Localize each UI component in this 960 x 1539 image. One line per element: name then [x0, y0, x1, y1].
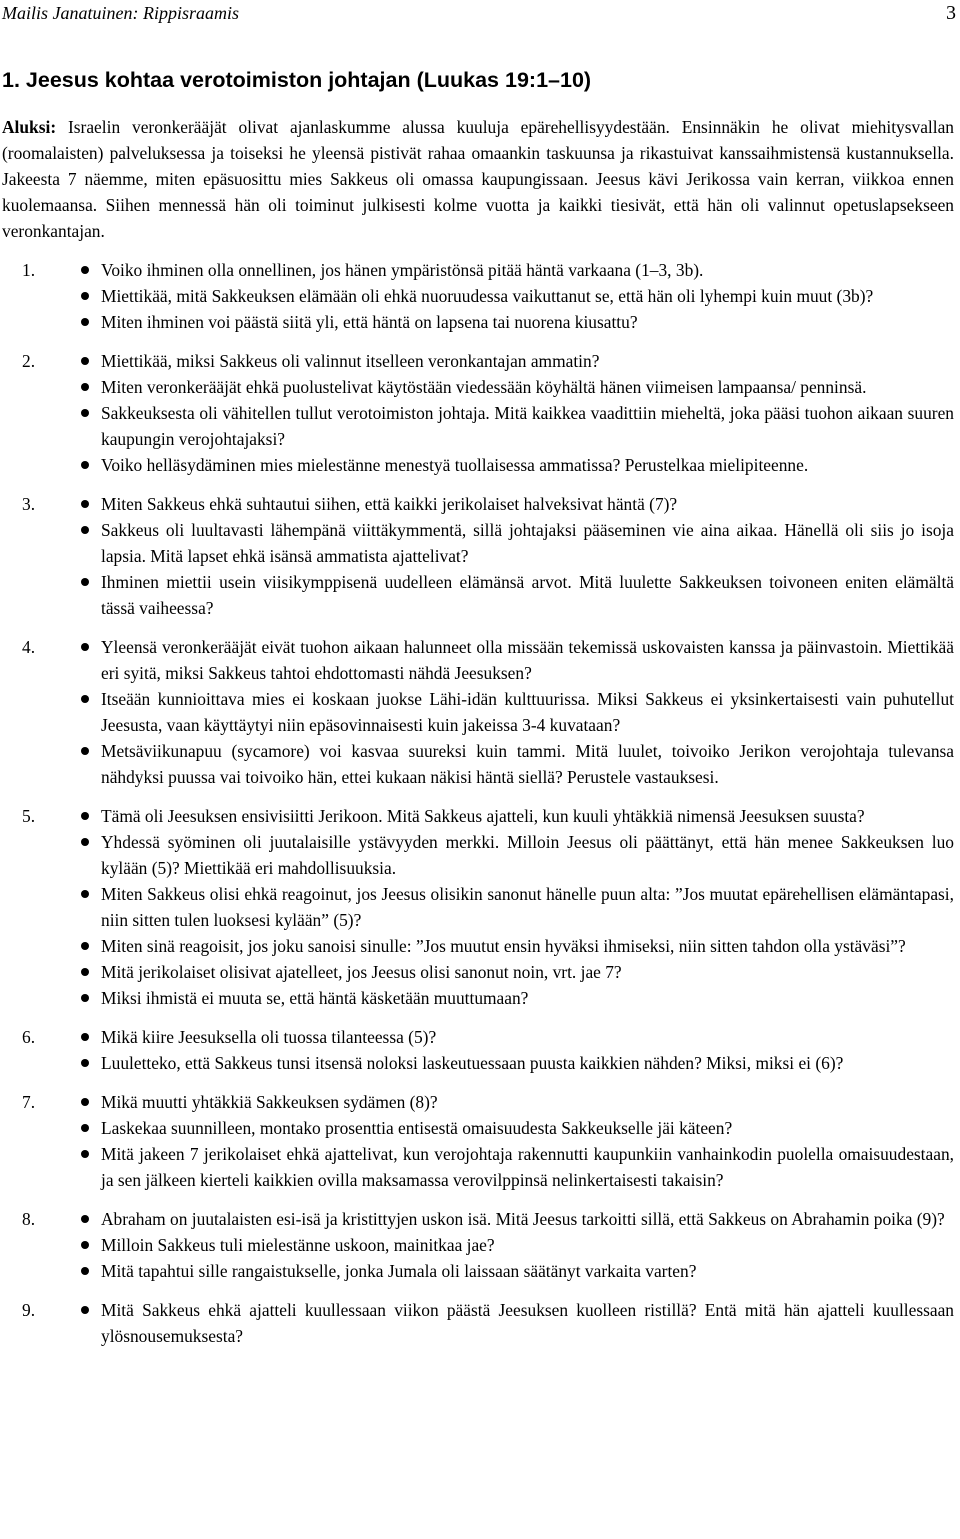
question-text: Voiko helläsydäminen mies mielestänne menestyä tuollaisessa ammatissa? Perustelkaa mielipiteenne.	[101, 455, 809, 475]
question-text: Miettikää, mitä Sakkeuksen elämään oli ehkä nuoruudessa vaikuttanut se, että hän oli lyhempi kuin muut (3b)?	[101, 286, 874, 306]
question-group	[2, 634, 954, 790]
question-item	[78, 1050, 954, 1076]
question-group	[2, 803, 954, 1011]
question-bullet-list	[78, 803, 954, 1011]
bullet-icon	[81, 838, 89, 846]
question-group-number: 4.	[22, 637, 36, 657]
bullet-icon	[81, 500, 89, 508]
question-group-number: 3.	[22, 494, 36, 514]
question-group-number: 9.	[22, 1300, 36, 1320]
bullet-icon	[81, 747, 89, 755]
question-text: Miten veronkerääjät ehkä puolustelivat käytöstään viedessään köyhältä hänen viimeisen lampaansa/ penninsä.	[101, 377, 867, 397]
question-group	[2, 1206, 954, 1284]
bullet-icon	[81, 1267, 89, 1275]
question-item	[78, 569, 954, 621]
question-item	[78, 1297, 954, 1349]
question-item	[78, 1232, 954, 1258]
bullet-icon	[81, 383, 89, 391]
question-bullet-list	[78, 1024, 954, 1076]
bullet-icon	[81, 1033, 89, 1041]
bullet-icon	[81, 1150, 89, 1158]
question-group-number: 7.	[22, 1092, 36, 1112]
bullet-icon	[81, 1241, 89, 1249]
question-item	[78, 881, 954, 933]
question-text: Sakkeus oli luultavasti lähempänä viittäkymmentä, sillä johtajaksi pääseminen vie aina aikaa. Hänellä oli siis jo isoja lapsia. Mitä lapset ehkä isänsä ammatista ajattelivat?	[101, 520, 954, 566]
question-item	[78, 517, 954, 569]
question-item	[78, 738, 954, 790]
intro-paragraph	[2, 114, 954, 244]
question-item	[78, 829, 954, 881]
question-text: Ihminen miettii usein viisikymppisenä uudelleen elämänsä arvot. Mitä luulette Sakkeuksen toivoneen eniten elämältä tässä vaiheessa?	[101, 572, 954, 618]
question-item	[78, 257, 954, 283]
intro-text: Israelin veronkerääjät olivat ajanlaskumme alussa kuuluja epärehellisyydestään. Ensinnäkin he olivat miehitysvallan (roomalaisten) palveluksessa ja toiseksi he yleensä pistivät rahaa omaankin taskuunsa ja rikastuivat kanssaihmistensä kustannuksella. Jakeesta 7 näemme, miten epäsuosittu mies Sakkeus oli omassa kaupungissaan. Jeesus kävi Jerikossa vain kerran, viikkoa ennen kuolemaansa. Siihen mennessä hän oli toiminut julkisesti kolme vuotta ja kaikki tiesivät, että hän oli valinnut opetuslapsekseen veronkantajan.	[2, 117, 954, 241]
question-group-number: 8.	[22, 1209, 36, 1229]
bullet-icon	[81, 968, 89, 976]
bullet-icon	[81, 1059, 89, 1067]
question-bullet-list	[78, 257, 954, 335]
question-item	[78, 374, 954, 400]
question-text: Yleensä veronkerääjät eivät tuohon aikaan halunneet olla missään tekemissä uskovaisten kanssa ja päinvastoin. Miettikää eri syitä, miksi Sakkeus tahtoi ehdottomasti nähdä Jeesuksen?	[101, 637, 954, 683]
bullet-icon	[81, 812, 89, 820]
question-item	[78, 1141, 954, 1193]
question-item	[78, 1089, 954, 1115]
question-item	[78, 348, 954, 374]
question-group-number: 1.	[22, 260, 36, 280]
question-group	[2, 257, 954, 335]
question-text: Laskekaa suunnilleen, montako prosenttia entisestä omaisuudesta Sakkeukselle jäi käteen?	[101, 1118, 733, 1138]
question-text: Yhdessä syöminen oli juutalaisille ystävyyden merkki. Milloin Jeesus oli päättänyt, että hän menee Sakkeuksen luo kylään (5)? Miettikää eri mahdollisuuksia.	[101, 832, 954, 878]
bullet-icon	[81, 942, 89, 950]
bullet-icon	[81, 266, 89, 274]
question-item	[78, 933, 954, 959]
question-bullet-list	[78, 634, 954, 790]
question-text: Luuletteko, että Sakkeus tunsi itsensä noloksi laskeutuessaan puusta kaikkien nähden? Miksi, miksi ei (6)?	[101, 1053, 844, 1073]
bullet-icon	[81, 1306, 89, 1314]
question-item	[78, 634, 954, 686]
question-item	[78, 1258, 954, 1284]
question-text: Mitä jerikolaiset olisivat ajatelleet, jos Jeesus olisi sanonut noin, vrt. jae 7?	[101, 962, 622, 982]
question-text: Metsäviikunapuu (sycamore) voi kasvaa suureksi kuin tammi. Mitä luulet, toivoiko Jerikon verojohtaja tulevansa nähdyksi puussa vai toivoiko hän, ettei kukaan näkisi häntä siellä? Perustele vastauksesi.	[101, 741, 954, 787]
question-text: Miten Sakkeus olisi ehkä reagoinut, jos Jeesus olisikin sanonut hänelle puun alta: ”Jos muutat epärehellisen elämäntapasi, niin sitten tulen luoksesi kylään” (5)?	[101, 884, 954, 930]
question-item	[78, 1115, 954, 1141]
question-text: Milloin Sakkeus tuli mielestänne uskoon, mainitkaa jae?	[101, 1235, 495, 1255]
question-item	[78, 1206, 954, 1232]
question-text: Miksi ihmistä ei muuta se, että häntä käsketään muuttumaan?	[101, 988, 529, 1008]
question-item	[78, 452, 954, 478]
bullet-icon	[81, 1215, 89, 1223]
question-text: Miten sinä reagoisit, jos joku sanoisi sinulle: ”Jos muutut ensin hyväksi ihmiseksi, niin sitten tahdon olla ystäväsi”?	[101, 936, 906, 956]
bullet-icon	[81, 409, 89, 417]
page-number: 3	[946, 2, 956, 24]
question-group-number: 6.	[22, 1027, 36, 1047]
question-item	[78, 491, 954, 517]
question-text: Voiko ihminen olla onnellinen, jos hänen ympäristönsä pitää häntä varkaana (1–3, 3b).	[101, 260, 704, 280]
question-text: Sakkeuksesta oli vähitellen tullut verotoimiston johtaja. Mitä kaikkea vaadittiin mieheltä, joka pääsi tuohon aikaan suuren kaupungin verojohtajaksi?	[101, 403, 954, 449]
bullet-icon	[81, 1098, 89, 1106]
question-list	[2, 257, 954, 1362]
question-item	[78, 803, 954, 829]
question-item	[78, 686, 954, 738]
question-group	[2, 348, 954, 478]
question-item	[78, 283, 954, 309]
question-text: Abraham on juutalaisten esi-isä ja kristittyjen uskon isä. Mitä Jeesus tarkoitti sillä, että Sakkeus on Abrahamin poika (9)?	[101, 1209, 945, 1229]
bullet-icon	[81, 695, 89, 703]
question-item	[78, 400, 954, 452]
question-text: Mikä muutti yhtäkkiä Sakkeuksen sydämen (8)?	[101, 1092, 438, 1112]
bullet-icon	[81, 578, 89, 586]
question-bullet-list	[78, 491, 954, 621]
question-bullet-list	[78, 1206, 954, 1284]
bullet-icon	[81, 318, 89, 326]
bullet-icon	[81, 994, 89, 1002]
bullet-icon	[81, 357, 89, 365]
question-text: Itseään kunnioittava mies ei koskaan juokse Lähi-idän kulttuurissa. Miksi Sakkeus ei yksinkertaisesti vain puhutellut Jeesusta, vaan käyttäytyi niin epäsovinnaisesti kuin jakeissa 3-4 kuvataan?	[101, 689, 954, 735]
bullet-icon	[81, 461, 89, 469]
bullet-icon	[81, 890, 89, 898]
question-text: Mitä jakeen 7 jerikolaiset ehkä ajattelivat, kun verojohtaja rakennutti kaupunkiin vanhainkodin puolella omaisuudestaan, ja sen jälkeen kierteli kaikkien ovilla maksamassa verovilppinsä nelinkertaisesti takaisin?	[101, 1144, 954, 1190]
question-group	[2, 491, 954, 621]
question-item	[78, 959, 954, 985]
question-group	[2, 1089, 954, 1193]
question-text: Mitä Sakkeus ehkä ajatteli kuullessaan viikon päästä Jeesuksen kuolleen ristillä? Entä mitä hän ajatteli kuullessaan ylösnousemuksesta?	[101, 1300, 954, 1346]
question-text: Miettikää, miksi Sakkeus oli valinnut itselleen veronkantajan ammatin?	[101, 351, 600, 371]
bullet-icon	[81, 643, 89, 651]
question-bullet-list	[78, 348, 954, 478]
question-bullet-list	[78, 1297, 954, 1349]
question-group	[2, 1297, 954, 1349]
section-title: 1. Jeesus kohtaa verotoimiston johtajan (Luukas 19:1–10)	[2, 68, 592, 92]
bullet-icon	[81, 292, 89, 300]
question-item	[78, 985, 954, 1011]
question-text: Miten ihminen voi päästä siitä yli, että häntä on lapsena tai nuorena kiusattu?	[101, 312, 638, 332]
running-header	[2, 2, 956, 24]
intro-label: Aluksi:	[2, 117, 57, 137]
question-group-number: 5.	[22, 806, 36, 826]
question-text: Miten Sakkeus ehkä suhtautui siihen, että kaikki jerikolaiset halveksivat häntä (7)?	[101, 494, 678, 514]
question-text: Tämä oli Jeesuksen ensivisiitti Jerikoon. Mitä Sakkeus ajatteli, kun kuuli yhtäkkiä nimensä Jeesuksen suusta?	[101, 806, 865, 826]
question-text: Mikä kiire Jeesuksella oli tuossa tilanteessa (5)?	[101, 1027, 437, 1047]
question-group	[2, 1024, 954, 1076]
question-item	[78, 1024, 954, 1050]
question-group-number: 2.	[22, 351, 36, 371]
running-title: Mailis Janatuinen: Rippisraamis	[2, 3, 239, 23]
question-bullet-list	[78, 1089, 954, 1193]
bullet-icon	[81, 526, 89, 534]
bullet-icon	[81, 1124, 89, 1132]
question-text: Mitä tapahtui sille rangaistukselle, jonka Jumala oli laissaan säätänyt varkaita varten?	[101, 1261, 697, 1281]
question-item	[78, 309, 954, 335]
